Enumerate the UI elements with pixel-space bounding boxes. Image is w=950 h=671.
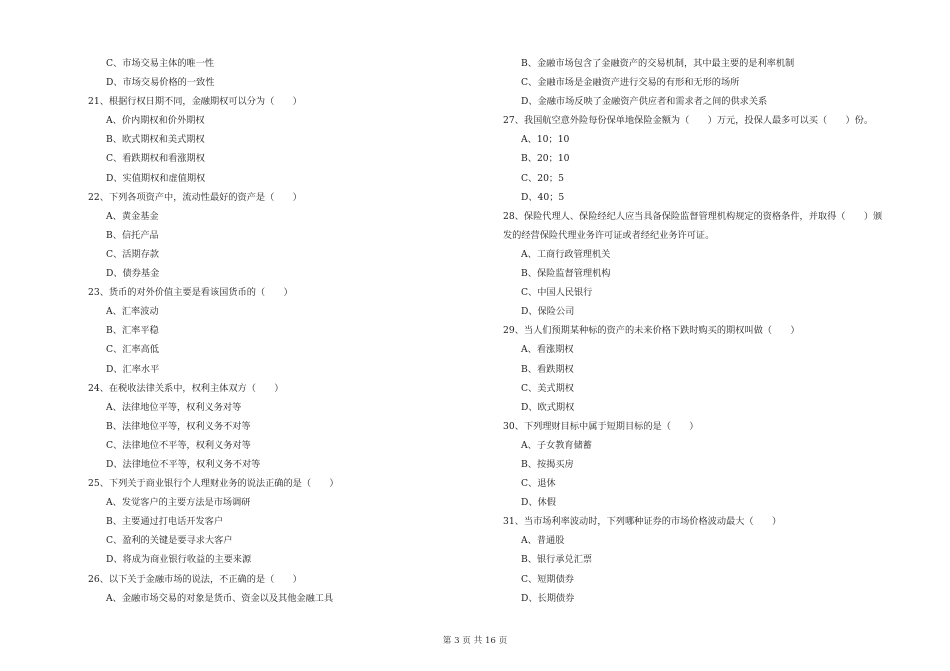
answer-option: C、活期存款 [106,248,159,260]
answer-option: B、信托产品 [106,229,159,241]
question-stem: 29、当人们预期某种标的资产的未来价格下跌时购买的期权叫做（ ） [503,325,800,337]
answer-option: A、子女教育储蓄 [521,439,592,451]
answer-option: A、汇率波动 [106,306,159,318]
answer-option: B、法律地位平等，权利义务不对等 [106,420,251,432]
answer-option: A、法律地位平等，权利义务对等 [106,401,242,413]
answer-option: B、汇率平稳 [106,325,159,337]
answer-option: B、按揭买房 [521,458,574,470]
answer-option: D、实值期权和虚值期权 [106,172,206,184]
answer-option: A、普通股 [521,535,565,547]
answer-option: D、金融市场反映了金融资产供应者和需求者之间的供求关系 [521,96,768,108]
answer-option: C、盈利的关键是要寻求大客户 [106,535,233,547]
left-column [88,54,468,608]
answer-option: D、保险公司 [521,306,575,318]
answer-option: D、法律地位不平等，权利义务不对等 [106,458,261,470]
answer-option: D、将成为商业银行收益的主要来源 [106,554,252,566]
answer-option: A、黄金基金 [106,210,159,222]
answer-option: D、市场交易价格的一致性 [106,77,215,89]
answer-option: C、金融市场是金融资产进行交易的有形和无形的场所 [521,77,740,89]
answer-option: B、保险监督管理机构 [521,268,611,280]
answer-option: B、银行承兑汇票 [521,554,593,566]
answer-option: A、价内期权和价外期权 [106,115,205,127]
question-stem: 21、根据行权日期不同，金融期权可以分为（ ） [88,96,302,108]
answer-option: C、看跌期权和看涨期权 [106,153,205,165]
answer-option: D、40；5 [521,191,565,203]
answer-option: B、欧式期权和美式期权 [106,134,205,146]
answer-option: D、欧式期权 [521,401,575,413]
question-stem: 27、我国航空意外险每份保单地保险金额为（ ）万元，投保人最多可以买（ ）份。 [503,115,874,127]
answer-option: B、金融市场包含了金融资产的交易机制，其中最主要的是利率机制 [521,58,795,69]
right-column [503,54,903,608]
answer-option: D、债券基金 [106,268,160,280]
answer-option: D、休假 [521,497,556,509]
answer-option: A、金融市场交易的对象是货币、资金以及其他金融工具 [106,592,334,604]
answer-option: D、长期债券 [521,592,575,604]
answer-option: B、主要通过打电话开发客户 [106,516,224,528]
answer-option: C、短期债券 [521,573,574,585]
question-stem: 30、下列理财目标中属于短期目标的是（ ） [503,420,699,432]
answer-option: A、10；10 [521,134,570,146]
answer-option: C、市场交易主体的唯一性 [106,58,215,69]
answer-option: A、发觉客户的主要方法是市场调研 [106,497,251,509]
question-stem: 24、在税收法律关系中，权利主体双方（ ） [88,382,284,394]
question-stem: 28、保险代理人、保险经纪人应当具备保险监督管理机构规定的资格条件，并取得（ ）颁 [503,210,883,222]
question-stem: 23、货币的对外价值主要是看该国货币的（ ） [88,287,293,299]
page-footer: 第 3 页 共 16 页 [442,636,508,646]
question-stem: 25、下列关于商业银行个人理财业务的说法正确的是（ ） [88,478,339,490]
question-stem: 31、当市场利率波动时，下列哪种证券的市场价格波动最大（ ） [503,516,782,528]
answer-option: B、看跌期权 [521,363,574,375]
question-stem: 26、以下关于金融市场的说法，不正确的是（ ） [88,573,302,585]
answer-option: D、汇率水平 [106,363,160,375]
question-stem: 22、下列各项资产中，流动性最好的资产是（ ） [88,191,302,203]
question-stem-continued: 发的经营保险代理业务许可证或者经纪业务许可证。 [503,229,715,241]
answer-option: A、工商行政管理机关 [521,248,611,260]
answer-option: C、美式期权 [521,382,574,394]
answer-option: C、20；5 [521,172,564,184]
answer-option: C、法律地位不平等，权利义务对等 [106,439,251,451]
answer-option: C、汇率高低 [106,344,159,356]
answer-option: C、退休 [521,478,556,490]
answer-option: C、中国人民银行 [521,287,593,299]
answer-option: B、20；10 [521,153,570,165]
answer-option: A、看涨期权 [521,344,574,356]
